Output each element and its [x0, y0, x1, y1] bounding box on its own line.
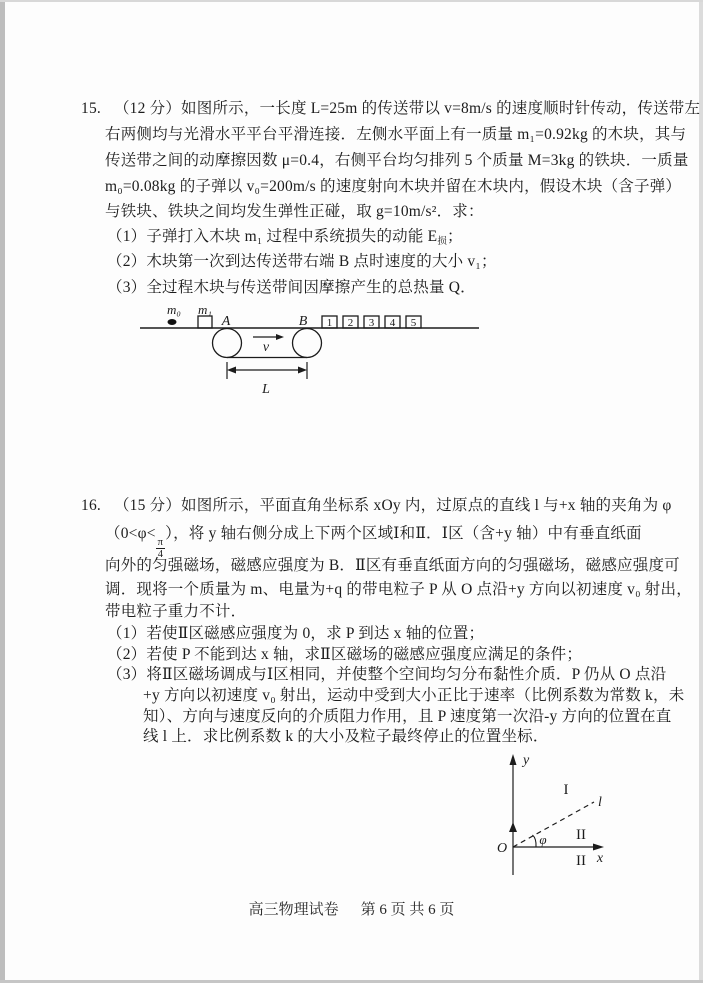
conveyor-belt-diagram [138, 303, 486, 399]
problem-16-line-4: 调．现将一个质量为 m、电量为+q 的带电粒子 P 从 O 点沿+y 方向以初速度 v₀ 射出， [105, 581, 692, 598]
angle-phi-label: φ [539, 832, 547, 847]
point-b-label: B [298, 314, 308, 329]
belt-speed-arrowhead-icon [276, 334, 284, 340]
problem-15-item-1-subscript: 损 [437, 237, 448, 247]
bullet-icon [168, 319, 177, 325]
problem-16-item-3-line-3: 知）、方向与速度反向的介质阻力作用，且 P 速度第一次沿-y 方向的位置在直 [143, 708, 672, 725]
footer-exam-title: 高三物理试卷 [248, 902, 339, 918]
initial-velocity-arrowhead-icon [509, 822, 517, 832]
iron-blocks [322, 316, 421, 329]
problem-15-item-1 [107, 227, 463, 252]
problem-16-line-3: 向外的匀强磁场，磁感应强度为 B．Ⅱ区有垂直纸面方向的匀强磁场，磁感应强度可 [105, 557, 680, 574]
problem-15-line-4: m₀=0.08kg 的子弹以 v₀=200m/s 的速度射向木块并留在木块内，假设木块（含子弹） [105, 178, 682, 195]
problem-16-item-1: （1）若使Ⅱ区磁感应强度为 0，求 P 到达 x 轴的位置； [107, 625, 485, 642]
problem-15-line-1-text: （12 分）如图所示，一长度 L=25m 的传送带以 v=8m/s 的速度顺时针传动，传送带左 [113, 100, 701, 117]
scan-edge-right [699, 0, 703, 983]
line-l-label: l [598, 795, 602, 810]
iron-block-label: 3 [368, 317, 375, 329]
region-1-label: I [563, 782, 569, 798]
pulley-right [293, 329, 322, 358]
problem-16-line-2-post: ），将 y 轴右侧分成上下两个区域Ⅰ和Ⅱ．Ⅰ区（含+y 轴）中有垂直纸面 [165, 525, 642, 542]
dimension-arrowhead-left-icon [227, 367, 236, 374]
belt-speed-label: v [262, 340, 270, 355]
origin-label: O [496, 841, 508, 856]
problem-15-line-1 [81, 99, 700, 119]
problem-16-item-3-line-4: 线 l 上．求比例系数 k 的大小及粒子最终停止的位置坐标． [143, 728, 549, 745]
y-axis-label: y [523, 753, 530, 768]
block-mass-label: m₁ [198, 303, 212, 317]
coordinate-diagram [478, 748, 630, 883]
iron-block-label: 5 [410, 317, 417, 329]
problem-15-line-2: 右两侧均与光滑水平平台平滑连接．左侧水平面上有一质量 m₁=0.92kg 的木块，其与 [105, 126, 687, 143]
problem-16-line-5: 带电粒子重力不计． [105, 603, 247, 620]
iron-block-label: 2 [347, 317, 354, 329]
problem-16-item-3-line-1: （3）将Ⅱ区磁场调成与Ⅰ区相同，并使整个空间均匀分布黏性介质．P 仍从 O 点沿 [107, 666, 667, 683]
fraction-denominator: 4 [157, 549, 164, 561]
problem-16-line-1 [81, 496, 672, 516]
problem-15-line-5: 与铁块、铁块之间均发生弹性正碰，取 g=10m/s²．求： [105, 203, 484, 220]
problem-16-line-2 [105, 524, 642, 560]
scan-edge-left [0, 0, 5, 983]
problem-16-number: 16. [81, 497, 101, 514]
iron-block-label: 4 [389, 317, 396, 329]
belt-length-label: L [262, 382, 270, 397]
fraction-numerator: π [157, 537, 164, 548]
bullet-mass-label: m₀ [167, 303, 181, 317]
scan-edge-top [0, 0, 703, 2]
x-axis-label: x [596, 851, 604, 866]
problem-15-line-3: 传送带之间的动摩擦因数 μ=0.4，右侧平台均匀排列 5 个质量 M=3kg 的铁块．一质量 [105, 152, 689, 169]
region-2-lower-label: II [576, 853, 586, 869]
problem-16-item-3-line-2: +y 方向以初速度 v₀ 射出，运动中受到大小正比于速率（比例系数为常数 k，未 [143, 687, 685, 704]
y-axis-arrowhead-icon [510, 754, 517, 765]
footer-page-number: 第 6 页 共 6 页 [360, 902, 455, 918]
problem-15-item-1-pre: （1）子弹打入木块 m₁ 过程中系统损失的动能 E [107, 228, 438, 245]
angle-arc [533, 835, 537, 847]
problem-15-item-2: （2）木块第一次到达传送带右端 B 点时速度的大小 v₁； [107, 253, 497, 270]
problem-16-item-2: （2）若使 P 不能到达 x 轴，求Ⅱ区磁场的磁感应强度应满足的条件； [107, 646, 583, 663]
problem-16-line-1-text: （15 分）如图所示，平面直角坐标系 xOy 内，过原点的直线 l 与+x 轴的夹角为 φ [113, 497, 672, 514]
belt-length-dimension [227, 362, 307, 397]
problem-15-number: 15. [81, 100, 101, 117]
wood-block [198, 316, 212, 328]
x-axis-arrowhead-icon [593, 844, 604, 851]
pulley-left [213, 329, 242, 358]
problem-16-line-2-pre: （0<φ< [105, 525, 156, 542]
iron-block-label: 1 [326, 317, 333, 329]
point-a-label: A [221, 314, 231, 329]
problem-15-item-1-post: ； [447, 228, 463, 245]
dimension-arrowhead-right-icon [298, 367, 307, 374]
region-2-upper-label: II [576, 827, 586, 843]
page-footer [0, 898, 703, 919]
problem-15-item-3: （3）全过程木块与传送带间因摩擦产生的总热量 Q． [107, 279, 476, 296]
